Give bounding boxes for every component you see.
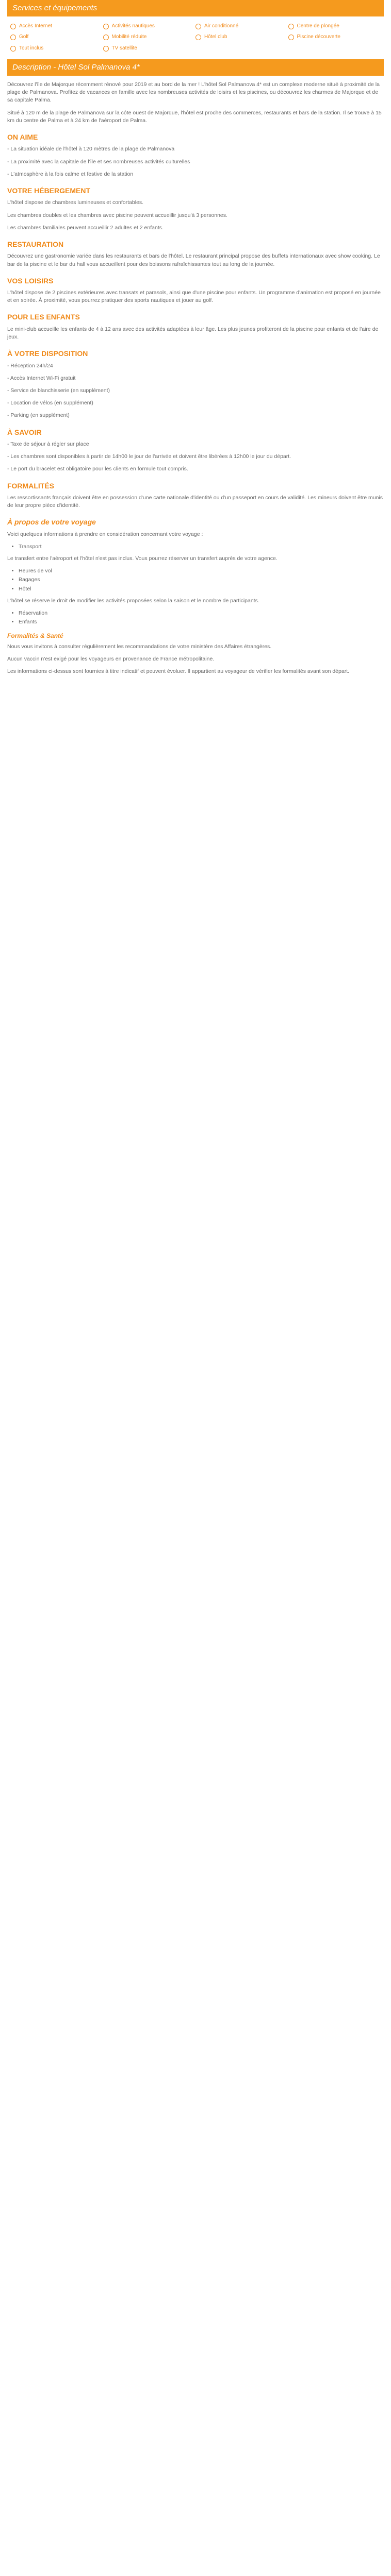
- club-icon: [196, 35, 201, 40]
- services-header: Services et équipements: [7, 0, 384, 16]
- amenity-golf: Golf: [10, 33, 103, 41]
- amenity-tv: TV satellite: [103, 45, 196, 53]
- amenity-nautical: Activités nautiques: [103, 23, 196, 30]
- on-aime-item: - La proximité avec la capitale de l'île et ses nombreuses activités culturelles: [7, 158, 190, 165]
- hebergement-heading: VOTRE HÉBERGEMENT: [7, 187, 91, 195]
- savoir-heading: À SAVOIR: [7, 428, 42, 436]
- restauration-paragraph: Découvrez une gastronomie variée dans les restaurants et bars de l'hôtel. Le restaurant principal propose des buffets internationaux avec show cooking. Le bar de la piscine et le bar du hall vous accueillent pour des boissons rafraîchissantes tout au long de la journée.: [7, 253, 380, 267]
- forfaits-heading: Formalités & Santé: [7, 632, 63, 639]
- intro-paragraph-2: Situé à 120 m de la plage de Palmanova sur la côte ouest de Majorque, l'hôtel est proche des commerces, restaurants et bars de la station. Il se trouve à 15 km du centre de Palma et à 24 km de l'aéroport de Palma.: [7, 109, 382, 124]
- hebergement-item: Les chambres doubles et les chambres avec piscine peuvent accueillir jusqu'à 3 personnes.: [7, 212, 227, 218]
- apropos-list: [7, 567, 384, 593]
- list-item: • Réservation: [19, 609, 384, 617]
- amenity-pool: Piscine découverte: [288, 33, 381, 41]
- apropos-list: [7, 543, 384, 551]
- boat-icon: [103, 24, 109, 29]
- apropos-paragraph: Voici quelques informations à prendre en considération concernant votre voyage :: [7, 531, 203, 537]
- list-item: • Hôtel: [19, 585, 384, 593]
- savoir-item: - Taxe de séjour à régler sur place: [7, 440, 89, 447]
- amenity-diving: Centre de plongée: [288, 23, 381, 30]
- snowflake-icon: [196, 24, 201, 29]
- wheelchair-icon: [103, 35, 109, 40]
- savoir-item: - Les chambres sont disponibles à partir de 14h00 le jour de l'arrivée et doivent être libérées à 12h00 le jour du départ.: [7, 453, 291, 460]
- on-aime-item: - La situation idéale de l'hôtel à 120 mètres de la plage de Palmanova: [7, 146, 175, 152]
- reception-heading: À VOTRE DISPOSITION: [7, 349, 88, 358]
- formalites-heading: FORMALITÉS: [7, 481, 54, 490]
- reception-item: - Accès Internet Wi-Fi gratuit: [7, 375, 76, 381]
- page: [0, 0, 391, 676]
- reception-item: - Service de blanchisserie (en supplément): [7, 387, 110, 394]
- on-aime-heading: ON AIME: [7, 133, 38, 142]
- description-header: Description - Hôtel Sol Palmanova 4*: [7, 59, 384, 76]
- amenities-grid: [7, 22, 384, 58]
- amenity-internet: Accès Internet: [10, 23, 103, 30]
- apropos-heading: À propos de votre voyage: [7, 518, 96, 527]
- forfaits-paragraph: Nous vous invitons à consulter régulièrement les recommandations de votre ministère des Affaires étrangères.: [7, 643, 272, 650]
- cocktail-icon: [10, 46, 16, 52]
- list-item: • Bagages: [19, 576, 384, 584]
- on-aime-item: - L'atmosphère à la fois calme et festive de la station: [7, 171, 134, 177]
- reception-item: - Parking (en supplément): [7, 412, 70, 419]
- wifi-icon: [10, 24, 16, 29]
- tv-icon: [103, 46, 109, 52]
- enfants-heading: POUR LES ENFANTS: [7, 313, 80, 321]
- list-item: • Transport: [19, 543, 384, 551]
- restauration-heading: RESTAURATION: [7, 240, 64, 248]
- amenity-allinclusive: Tout inclus: [10, 45, 103, 53]
- hotel-paragraph: L'hôtel se réserve le droit de modifier les activités proposées selon la saison et le nombre de participants.: [7, 597, 259, 604]
- loisirs-heading: VOS LOISIRS: [7, 276, 54, 285]
- list-item: • Enfants: [19, 618, 384, 626]
- sante-paragraph: Aucun vaccin n'est exigé pour les voyageurs en provenance de France métropolitaine.: [7, 656, 215, 663]
- diving-icon: [288, 24, 294, 29]
- hebergement-paragraph: L'hôtel dispose de chambres lumineuses et confortables.: [7, 199, 144, 206]
- hebergement-item: Les chambres familiales peuvent accueillir 2 adultes et 2 enfants.: [7, 224, 164, 231]
- list-item: • Heures de vol: [19, 567, 384, 575]
- amenity-mobility: Mobilité réduite: [103, 33, 196, 41]
- intro-paragraph-1: Découvrez l'île de Majorque récemment rénové pour 2019 et au bord de la mer ! L'hôtel Sol Palmanova 4* est un complexe moderne situé à proximité de la plage de Palmanova. Profitez de vacances en famille avec les nombreuses activités de loisirs et les piscines, ou découvrez les charmes de Majorque et de sa capitale Palma.: [7, 81, 380, 104]
- savoir-item: - Le port du bracelet est obligatoire pour les clients en formule tout compris.: [7, 466, 188, 472]
- loisirs-paragraph: L'hôtel dispose de 2 piscines extérieures avec transats et parasols, ainsi que d'une piscine pour enfants. Un programme d'animation est proposé en journée et en soirée. À proximité, vous pourrez pratiquer des sports nautiques et jouer au golf.: [7, 290, 381, 304]
- amenity-aircon: Air conditionné: [196, 23, 288, 30]
- golf-icon: [10, 35, 16, 40]
- final-paragraph: Les informations ci-dessus sont fournies à titre indicatif et peuvent évoluer. Il appartient au voyageur de vérifier les formalités avant son départ.: [7, 668, 350, 675]
- pool-icon: [288, 35, 294, 40]
- apropos-list: [7, 609, 384, 626]
- amenity-club: Hôtel club: [196, 33, 288, 41]
- formalites-paragraph: Les ressortissants français doivent être en possession d'une carte nationale d'identité ou d'un passeport en cours de validité. Les mineurs doivent être munis de leur propre pièce d'identité.: [7, 494, 383, 509]
- reception-item: - Réception 24h/24: [7, 362, 53, 369]
- enfants-paragraph: Le mini-club accueille les enfants de 4 à 12 ans avec des activités adaptées à leur âge. Les plus jeunes profiteront de la piscine pour enfants et de l'aire de jeux.: [7, 326, 379, 340]
- reception-item: - Location de vélos (en supplément): [7, 400, 93, 406]
- transport-paragraph: Le transfert entre l'aéroport et l'hôtel n'est pas inclus. Vous pourrez réserver un transfert auprès de votre agence.: [7, 555, 278, 562]
